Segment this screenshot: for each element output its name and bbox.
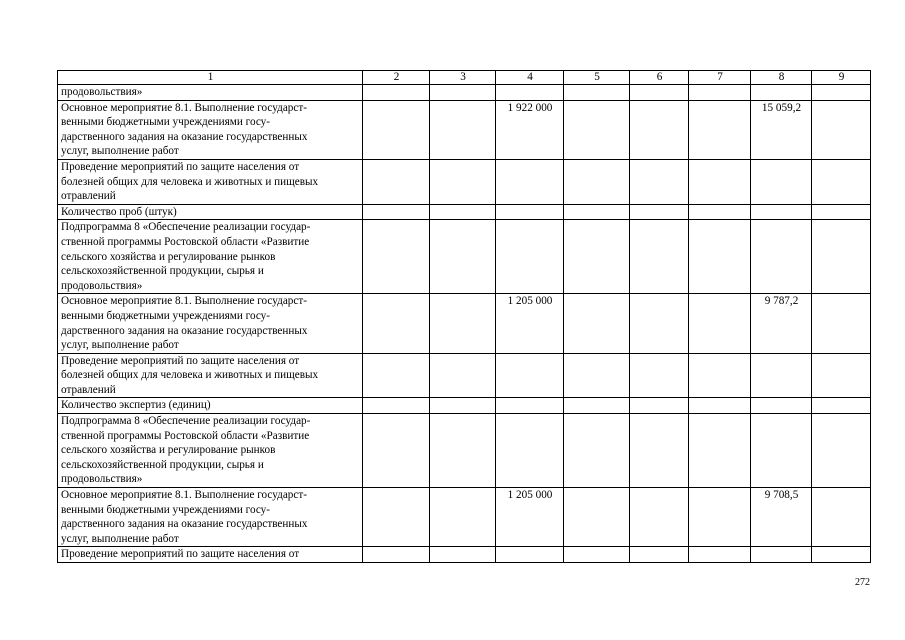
column-header: 7 xyxy=(689,71,751,85)
row-value-cell xyxy=(564,100,630,159)
row-value-cell xyxy=(363,100,430,159)
table-row xyxy=(58,100,871,159)
row-value-cell xyxy=(430,159,496,204)
row-value-cell xyxy=(496,414,564,488)
row-value-cell xyxy=(689,220,751,294)
data-table xyxy=(57,70,871,563)
row-value-cell xyxy=(812,85,871,101)
row-description-cell: Проведение мероприятий по защите населения от болезней общих для человека и животных и пищевых отравлений xyxy=(58,159,363,204)
row-value-cell xyxy=(812,488,871,547)
row-value-cell xyxy=(630,100,689,159)
row-value-cell: 15 059,2 xyxy=(751,100,812,159)
row-value-cell xyxy=(496,85,564,101)
row-value-cell: 1 922 000 xyxy=(496,100,564,159)
row-value-cell xyxy=(751,398,812,414)
row-value-cell xyxy=(564,85,630,101)
row-value-cell xyxy=(689,294,751,353)
row-value-cell xyxy=(689,488,751,547)
column-header: 3 xyxy=(430,71,496,85)
row-value-cell xyxy=(751,414,812,488)
row-value-cell xyxy=(812,398,871,414)
column-header: 9 xyxy=(812,71,871,85)
row-value-cell xyxy=(751,220,812,294)
row-value-cell xyxy=(689,159,751,204)
page-number: 272 xyxy=(855,577,870,588)
row-value-cell xyxy=(363,204,430,220)
row-value-cell xyxy=(564,488,630,547)
row-value-cell: 9 708,5 xyxy=(751,488,812,547)
row-value-cell: 1 205 000 xyxy=(496,488,564,547)
row-value-cell xyxy=(689,353,751,398)
column-header: 1 xyxy=(58,71,363,85)
row-value-cell xyxy=(564,414,630,488)
row-value-cell xyxy=(689,414,751,488)
table-body xyxy=(58,85,871,563)
row-value-cell xyxy=(363,159,430,204)
row-value-cell xyxy=(630,159,689,204)
row-value-cell xyxy=(496,159,564,204)
row-value-cell xyxy=(689,100,751,159)
row-description-cell: Основное мероприятие 8.1. Выполнение государст- венными бюджетными учреждениями госу- дарственного задания на оказание государственных услуг, выполнение работ xyxy=(58,488,363,547)
table-row xyxy=(58,353,871,398)
row-value-cell xyxy=(564,353,630,398)
row-value-cell xyxy=(812,414,871,488)
column-header: 8 xyxy=(751,71,812,85)
row-value-cell xyxy=(630,414,689,488)
column-header: 6 xyxy=(630,71,689,85)
row-value-cell xyxy=(689,398,751,414)
table-row xyxy=(58,547,871,563)
row-value-cell xyxy=(496,547,564,563)
row-value-cell xyxy=(430,100,496,159)
table-row xyxy=(58,414,871,488)
column-header: 4 xyxy=(496,71,564,85)
table-row xyxy=(58,204,871,220)
row-value-cell xyxy=(564,547,630,563)
row-value-cell xyxy=(496,204,564,220)
row-description-cell: продовольствия» xyxy=(58,85,363,101)
table-row xyxy=(58,85,871,101)
row-value-cell xyxy=(430,204,496,220)
row-value-cell xyxy=(564,204,630,220)
row-value-cell xyxy=(630,398,689,414)
row-value-cell xyxy=(564,294,630,353)
table-row xyxy=(58,220,871,294)
row-value-cell xyxy=(564,220,630,294)
row-value-cell xyxy=(689,85,751,101)
table-row xyxy=(58,488,871,547)
row-value-cell xyxy=(812,220,871,294)
row-value-cell xyxy=(564,398,630,414)
row-value-cell xyxy=(751,159,812,204)
row-value-cell xyxy=(751,204,812,220)
row-value-cell xyxy=(630,353,689,398)
row-value-cell xyxy=(812,100,871,159)
row-value-cell xyxy=(430,488,496,547)
table-row xyxy=(58,294,871,353)
row-value-cell xyxy=(812,353,871,398)
row-value-cell xyxy=(564,159,630,204)
row-value-cell xyxy=(363,353,430,398)
row-value-cell: 9 787,2 xyxy=(751,294,812,353)
row-value-cell xyxy=(751,85,812,101)
row-value-cell xyxy=(689,547,751,563)
row-value-cell xyxy=(812,547,871,563)
row-value-cell xyxy=(430,414,496,488)
row-description-cell: Количество экспертиз (единиц) xyxy=(58,398,363,414)
row-description-cell: Подпрограмма 8 «Обеспечение реализации государ- ственной программы Ростовской области «Развитие сельского хозяйства и регулирование рынков сельскохозяйственной продукции, сырья и продовольствия» xyxy=(58,220,363,294)
row-value-cell xyxy=(363,220,430,294)
row-value-cell xyxy=(812,159,871,204)
row-value-cell xyxy=(751,353,812,398)
row-value-cell xyxy=(430,353,496,398)
row-value-cell xyxy=(363,547,430,563)
table-row xyxy=(58,159,871,204)
column-header: 5 xyxy=(564,71,630,85)
header-row xyxy=(58,71,871,85)
row-value-cell xyxy=(363,85,430,101)
row-value-cell xyxy=(812,204,871,220)
row-description-cell: Основное мероприятие 8.1. Выполнение государст- венными бюджетными учреждениями госу- дарственного задания на оказание государственных услуг, выполнение работ xyxy=(58,294,363,353)
row-value-cell xyxy=(496,353,564,398)
row-description-cell: Проведение мероприятий по защите населения от болезней общих для человека и животных и пищевых отравлений xyxy=(58,353,363,398)
row-description-cell: Проведение мероприятий по защите населения от xyxy=(58,547,363,563)
row-value-cell xyxy=(496,220,564,294)
row-value-cell xyxy=(630,204,689,220)
row-value-cell xyxy=(430,398,496,414)
row-description-cell: Количество проб (штук) xyxy=(58,204,363,220)
row-value-cell xyxy=(630,547,689,563)
column-header: 2 xyxy=(363,71,430,85)
row-description-cell: Основное мероприятие 8.1. Выполнение государст- венными бюджетными учреждениями госу- дарственного задания на оказание государственных услуг, выполнение работ xyxy=(58,100,363,159)
row-description-cell: Подпрограмма 8 «Обеспечение реализации государ- ственной программы Ростовской области «Развитие сельского хозяйства и регулирование рынков сельскохозяйственной продукции, сырья и продовольствия» xyxy=(58,414,363,488)
row-value-cell xyxy=(630,85,689,101)
row-value-cell xyxy=(689,204,751,220)
table-row xyxy=(58,398,871,414)
row-value-cell xyxy=(430,220,496,294)
row-value-cell xyxy=(363,488,430,547)
row-value-cell xyxy=(751,547,812,563)
row-value-cell xyxy=(630,488,689,547)
row-value-cell xyxy=(630,220,689,294)
row-value-cell xyxy=(430,294,496,353)
row-value-cell xyxy=(430,85,496,101)
row-value-cell xyxy=(630,294,689,353)
row-value-cell xyxy=(496,398,564,414)
row-value-cell: 1 205 000 xyxy=(496,294,564,353)
row-value-cell xyxy=(812,294,871,353)
row-value-cell xyxy=(430,547,496,563)
row-value-cell xyxy=(363,294,430,353)
row-value-cell xyxy=(363,398,430,414)
row-value-cell xyxy=(363,414,430,488)
